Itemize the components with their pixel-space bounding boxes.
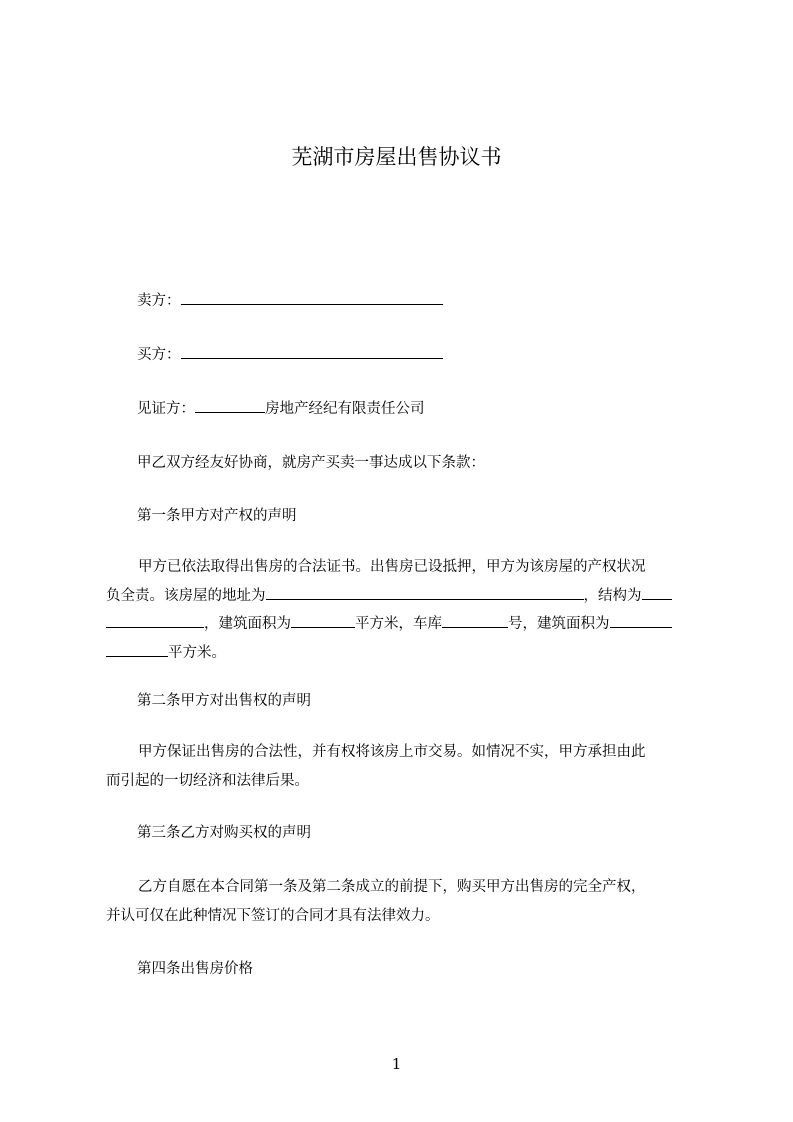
intro-text: 甲乙双方经友好协商，就房产买卖一事达成以下条款： [137,455,485,471]
article1-line4: 平方米。 [168,644,226,661]
article2-line1: 甲方保证出售房的合法性，并有权将该房上市交易。如情况不实，甲方承担由此 [138,744,646,760]
buyer-label: 买方： [137,347,181,363]
article4-heading: 第四条出售房价格 [137,961,253,977]
seller-label: 卖方： [137,293,181,309]
article3-line1: 乙方自愿在本合同第一条及第二条成立的前提下，购买甲方出售房的完全产权， [138,879,646,895]
article1-line1: 甲方已依法取得出售房的合法证书。出售房已设抵押，甲方为该房屋的产权状况 [138,559,646,575]
witness-suffix: 房地产经纪有限责任公司 [265,401,425,417]
structure-blank-cont[interactable] [106,613,204,628]
building-area-blank[interactable] [291,613,355,628]
structure-blank[interactable] [642,585,672,600]
article1-line3b: 平方米，车库 [355,616,442,632]
page-title: 芜湖市房屋出售协议书 [291,145,502,169]
garage-area-blank-cont[interactable] [106,642,168,657]
page-number: 1 [391,1055,402,1073]
witness-blank[interactable] [195,398,265,413]
witness-line [137,398,425,420]
witness-label: 见证方： [137,401,195,417]
article2-body [106,738,706,795]
seller-line [137,290,443,312]
article1-body [106,553,706,667]
article1-line2a: 负全责。该房屋的地址为 [106,587,266,604]
address-blank[interactable] [266,585,584,600]
article2-line2: 而引起的一切经济和法律后果。 [106,772,309,789]
article1-line2b: ，结构为 [583,587,642,604]
article3-body [106,873,706,930]
seller-blank[interactable] [181,290,443,305]
article3-line2: 并认可仅在此种情况下签订的合同才具有法律效力。 [106,907,440,924]
buyer-blank[interactable] [181,344,443,359]
article2-heading: 第二条甲方对出售权的声明 [137,693,311,709]
buyer-line [137,344,443,366]
garage-area-blank[interactable] [610,613,672,628]
article1-heading: 第一条甲方对产权的声明 [137,508,297,524]
article1-line3a: ，建筑面积为 [204,616,291,632]
article3-heading: 第三条乙方对购买权的声明 [137,825,311,841]
article1-line3c: 号，建筑面积为 [508,616,610,632]
garage-number-blank[interactable] [442,613,508,628]
